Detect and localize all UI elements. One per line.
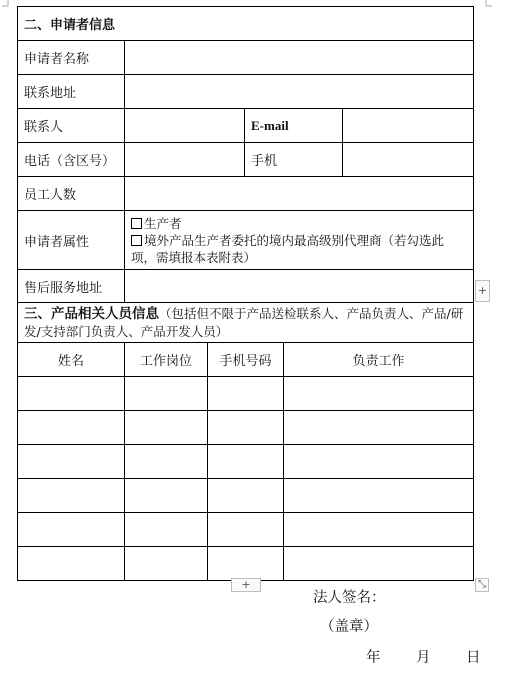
contact-label: 联系人 xyxy=(18,109,125,143)
crop-mark-right xyxy=(484,0,492,8)
crop-mark-left xyxy=(2,0,10,8)
table-resize-icon[interactable]: ⤡ xyxy=(475,578,489,592)
table-cell[interactable] xyxy=(125,547,208,581)
table-cell[interactable] xyxy=(284,547,474,581)
after-sales-field[interactable] xyxy=(125,270,474,303)
table-cell[interactable] xyxy=(18,411,125,445)
contact-field[interactable] xyxy=(125,109,245,143)
staff-count-label: 员工人数 xyxy=(18,177,125,211)
agent-option-label: 境外产品生产者委托的境内最高级别代理商（若勾选此项，需填报本表附表） xyxy=(131,232,445,265)
producer-checkbox[interactable] xyxy=(131,218,142,229)
phone-label: 电话（含区号） xyxy=(18,143,125,177)
address-label: 联系地址 xyxy=(18,75,125,109)
attribute-option-producer[interactable] xyxy=(131,215,467,232)
table-cell[interactable] xyxy=(18,479,125,513)
table-cell[interactable] xyxy=(18,547,125,581)
table-row xyxy=(18,445,474,479)
table-row xyxy=(18,513,474,547)
phone-field[interactable] xyxy=(125,143,245,177)
seal-label: （盖章） xyxy=(320,619,378,635)
agent-checkbox[interactable] xyxy=(131,235,142,246)
table-cell[interactable] xyxy=(125,479,208,513)
staff-count-field[interactable] xyxy=(125,177,474,211)
table-cell[interactable] xyxy=(208,377,284,411)
table-cell[interactable] xyxy=(125,411,208,445)
table-cell[interactable] xyxy=(208,513,284,547)
after-sales-label: 售后服务地址 xyxy=(18,270,125,303)
application-form-table xyxy=(17,6,474,581)
table-cell[interactable] xyxy=(284,445,474,479)
email-field[interactable] xyxy=(343,109,474,143)
table-cell[interactable] xyxy=(208,547,284,581)
table-cell[interactable] xyxy=(18,513,125,547)
legal-signature-label: 法人签名： xyxy=(313,590,386,606)
table-row xyxy=(18,479,474,513)
section3-subtitle: （包括但不限于产品送检联系人、产品负责人、产品/研发/支持部门负责人、产品开发人员） xyxy=(24,305,464,339)
add-column-button[interactable]: + xyxy=(475,280,490,302)
add-row-button[interactable]: + xyxy=(231,578,261,592)
table-row xyxy=(18,547,474,581)
column-header-responsibility: 负责工作 xyxy=(284,343,474,377)
column-header-mobile: 手机号码 xyxy=(208,343,284,377)
attribute-options xyxy=(125,211,474,270)
address-field[interactable] xyxy=(125,75,474,109)
column-header-name: 姓名 xyxy=(18,343,125,377)
column-header-position: 工作岗位 xyxy=(125,343,208,377)
table-cell[interactable] xyxy=(208,411,284,445)
attribute-label: 申请者属性 xyxy=(18,211,125,270)
attribute-option-agent[interactable] xyxy=(131,232,467,266)
email-label: E-mail xyxy=(245,109,343,143)
table-cell[interactable] xyxy=(284,479,474,513)
year-label: 年 xyxy=(366,650,381,666)
table-cell[interactable] xyxy=(208,479,284,513)
month-label: 月 xyxy=(416,650,431,666)
day-label: 日 xyxy=(466,650,481,666)
table-cell[interactable] xyxy=(284,377,474,411)
table-cell[interactable] xyxy=(125,445,208,479)
table-cell[interactable] xyxy=(125,513,208,547)
applicant-name-field[interactable] xyxy=(125,41,474,75)
table-cell[interactable] xyxy=(18,377,125,411)
table-cell[interactable] xyxy=(208,445,284,479)
table-cell[interactable] xyxy=(18,445,125,479)
producer-option-label: 生产者 xyxy=(144,215,182,231)
table-row xyxy=(18,377,474,411)
applicant-name-label: 申请者名称 xyxy=(18,41,125,75)
section3-header xyxy=(18,303,474,343)
section3-title: 三、产品相关人员信息 xyxy=(24,305,159,322)
section2-title: 二、申请者信息 xyxy=(18,7,474,41)
mobile-field[interactable] xyxy=(343,143,474,177)
table-cell[interactable] xyxy=(284,513,474,547)
table-cell[interactable] xyxy=(125,377,208,411)
table-cell[interactable] xyxy=(284,411,474,445)
mobile-label: 手机 xyxy=(245,143,343,177)
table-row xyxy=(18,411,474,445)
